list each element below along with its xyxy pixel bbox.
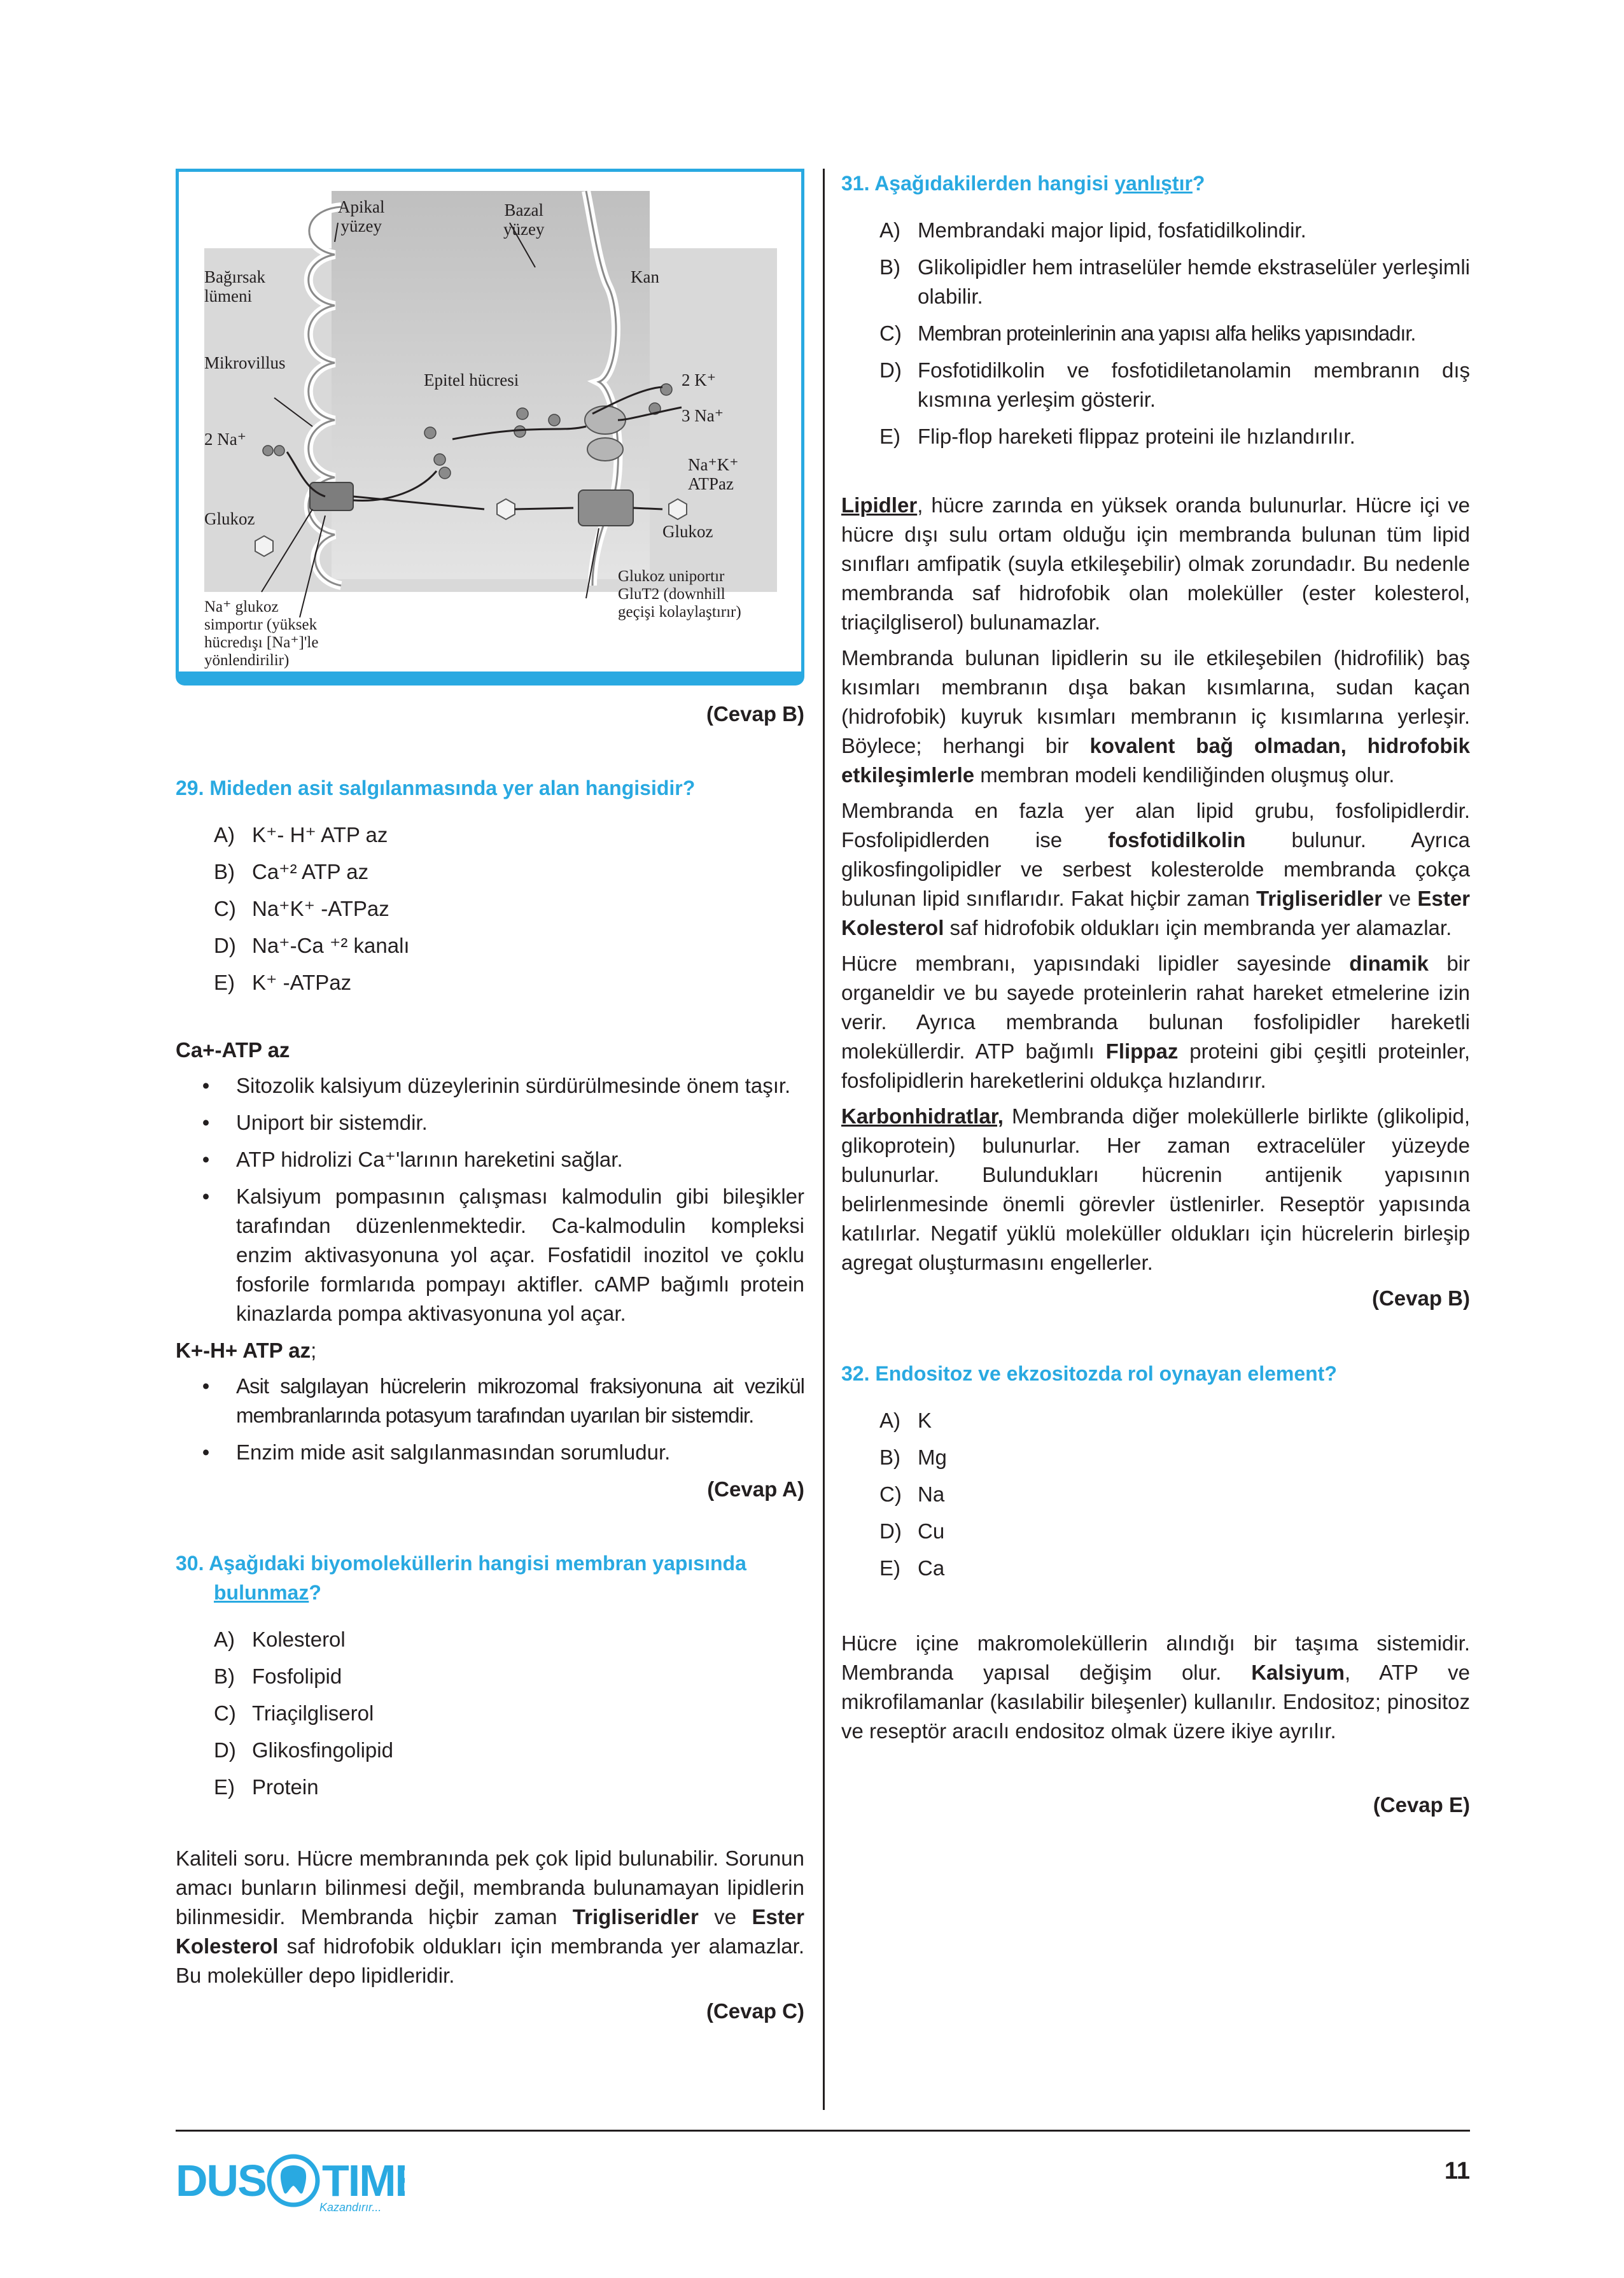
logo-slogan: Kazandırır... <box>319 2201 382 2214</box>
page-number: 11 <box>1444 2158 1470 2184</box>
glucose-hexagon-blood <box>669 499 687 519</box>
column-divider <box>823 169 825 2110</box>
bullet: • Enzim mide asit salgılanmasından sorumludur. <box>202 1440 671 1464</box>
question-30-options <box>176 1625 804 1802</box>
paragraph-amphipathic: Membranda bulunan lipidlerin su ile etkileşebilen (hidrofilik) baş kısımları membranın dışa bakan kısımlarına, sudan kaçan (hidrofobik) kuyruk kısımları membranın iç kısımlarına yerleşir. Böylece; herhangi bir kovalent bağ olmadan, hidrofobik etkileşimlerle membran modeli kendiliğinden oluşmuş olur. <box>841 646 1470 787</box>
label-glucose-left: Glukoz <box>204 509 255 528</box>
glucose-hexagon-cell <box>497 499 515 519</box>
dustime-logo <box>176 2153 405 2214</box>
right-column <box>841 169 1470 1820</box>
footer-rule <box>176 2130 1470 2132</box>
symporter-protein <box>310 482 353 510</box>
option-29-b[interactable]: B) Ca⁺² ATP az <box>214 860 369 883</box>
option-30-d[interactable]: D) Glikosfingolipid <box>214 1738 393 1762</box>
option-31-c[interactable]: C) Membran proteinlerinin ana yapısı alfa heliks yapısındadır. <box>879 321 1416 345</box>
option-31-d[interactable]: D) Fosfotidilkolin ve fosfotidiletanolamin membranın dış kısmına yerleşim gösterir. <box>879 358 1470 411</box>
option-30-a[interactable]: A) Kolesterol <box>214 1628 346 1651</box>
bullet: • Uniport bir sistemdir. <box>202 1111 428 1134</box>
figure-glucose-transport <box>176 169 804 686</box>
question-29-title: 29. Mideden asit salgılanmasında yer alan hangisidir? <box>176 777 696 799</box>
question-31-options <box>841 216 1470 451</box>
answer-31: (Cevap B) <box>1371 1286 1470 1310</box>
label-glucose-right: Glukoz <box>662 522 713 541</box>
answer-29: (Cevap A) <box>707 1477 804 1501</box>
label-microvillus: Mikrovillus <box>204 353 286 372</box>
logo-dus-text: DUS <box>176 2156 266 2205</box>
option-29-c[interactable]: C) Na⁺K⁺ -ATPaz <box>214 897 389 920</box>
option-32-d[interactable]: D) Cu <box>879 1519 945 1543</box>
glut2-protein <box>578 490 633 526</box>
option-30-b[interactable]: B) Fosfolipid <box>214 1664 342 1688</box>
option-32-a[interactable]: A) K <box>879 1409 932 1432</box>
label-epithelial: Epitel hücresi <box>424 370 519 390</box>
answer-28: (Cevap B) <box>706 702 804 726</box>
label-symporter: Na⁺ glukoz simportır (yüksek hücredışı [Na⁺]'le yönlendirilir) <box>204 598 319 669</box>
ca-atpase-bullets <box>176 1071 804 1328</box>
label-basal: Bazal yüzey <box>503 200 545 239</box>
bullet: • Asit salgılayan hücrelerin mikrozomal fraksiyonuna ait vezikül membranlarında potasyum tarafından uyarılan bir sistemdir. <box>202 1374 804 1427</box>
paragraph-lipids: Lipidler, hücre zarında en yüksek oranda bulunurlar. Hücre içi ve hücre dışı sulu ortam olduğu için membranda bulunan tüm lipid sınıfları amfipatik (suyla etkileşebilir) olmak zorundadır. Bu nedenle membranda saf hidrofobik olan moleküller (ester kolesterol, triaçilgliserol) bulunamazlar. <box>841 493 1470 634</box>
answer-30: (Cevap C) <box>706 1999 804 2023</box>
option-31-e[interactable]: E) Flip-flop hareketi flippaz proteini ile hızlandırılır. <box>879 425 1355 448</box>
question-29-options <box>176 820 804 997</box>
tooth-icon <box>281 2165 306 2193</box>
answer-32: (Cevap E) <box>1373 1793 1470 1817</box>
question-32-title: 32. Endositoz ve ekzositozda rol oynayan element? <box>841 1362 1337 1385</box>
ca-atpase-heading: Ca+-ATP az <box>176 1038 290 1062</box>
option-29-a[interactable]: A) K⁺- H⁺ ATP az <box>214 823 388 847</box>
label-atpase: Na⁺K⁺ ATPaz <box>688 455 739 493</box>
glucose-hexagon-lumen <box>255 536 273 556</box>
explanation-30: Kaliteli soru. Hücre membranında pek çok lipid bulunabilir. Sorunun amacı bunların bilinmesi değil, membranda bulunamayan lipidlerin bilinmesidir. Membranda hiçbir zaman Trigliseridler ve Ester Kolesterol saf hidrofobik oldukları için membranda yer alamazlar. Bu moleküller depo lipidleridir. <box>176 1846 804 1987</box>
option-29-e[interactable]: E) K⁺ -ATPaz <box>214 971 352 994</box>
option-32-c[interactable]: C) Na <box>879 1482 945 1506</box>
label-blood: Kan <box>631 267 659 286</box>
bullet: • ATP hidrolizi Ca⁺'larının hareketini sağlar. <box>202 1148 623 1171</box>
label-2na: 2 Na⁺ <box>204 430 246 449</box>
label-3na: 3 Na⁺ <box>682 406 724 425</box>
label-2k: 2 K⁺ <box>682 370 716 390</box>
paragraph-endocytosis: Hücre içine makromoleküllerin alındığı bir taşıma sistemidir. Membranda yapısal değişim olur. Kalsiyum, ATP ve mikrofilamanlar (kasılabilir bileşenler) kullanılır. Endositoz; pinositoz ve reseptör aracılı endositoz olmak üzere ikiye ayrılır. <box>841 1631 1471 1743</box>
paragraph-carbohydrates: Karbonhidratlar, Membranda diğer moleküllerle birlikte (glikolipid, glikoprotein) bulunurlar. Her zaman extracelüler yüzeyde bulunurlar. Bulundukları hücrenin antijenik yapısının belirlenmesinde önemli görevler üstlenirler. Reseptör yapısında katılırlar. Negatif yüklü moleküller oldukları için hücrelerin birleşip agregat oluşturmasını engellerler. <box>841 1104 1470 1274</box>
option-32-b[interactable]: B) Mg <box>879 1445 947 1469</box>
kh-atpase-heading: K+-H+ ATP az <box>176 1339 311 1362</box>
left-column <box>176 169 804 2026</box>
question-30-title: 30. Aşağıdaki biyomoleküllerin hangisi membran yapısında bulunmaz? <box>176 1552 746 1604</box>
label-uniporter: Glukoz uniportır GluT2 (downhill geçişi kolaylaştırır) <box>618 568 741 621</box>
option-30-c[interactable]: C) Triaçilgliserol <box>214 1701 374 1725</box>
paragraph-phospholipids: Membranda en fazla yer alan lipid grubu, fosfolipidlerdir. Fosfolipidlerden ise fosfotidilkolin bulunur. Ayrıca glikosfingolipidler ve serbest kolesterolde membranda çokça bulunan lipid sınıflarıdır. Fakat hiçbir zaman Trigliseridler ve Ester Kolesterol saf hidrofobik oldukları için membranda yer alamazlar. <box>841 799 1470 939</box>
option-31-a[interactable]: A) Membrandaki major lipid, fosfatidilkolindir. <box>879 218 1306 242</box>
logo-graphic <box>176 2153 405 2214</box>
option-32-e[interactable]: E) Ca <box>879 1556 945 1580</box>
label-lumen: Bağırsak lümeni <box>204 267 265 306</box>
question-32-options <box>841 1406 1470 1583</box>
option-29-d[interactable]: D) Na⁺-Ca ⁺² kanalı <box>214 934 410 957</box>
logo-time-text: TIM <box>322 2156 395 2205</box>
option-31-b[interactable]: B) Glikolipidler hem intraselüler hemde ekstraselüler yerleşimli olabilir. <box>879 255 1470 308</box>
atpase-protein-lower <box>587 438 623 461</box>
kh-atpase-bullets <box>176 1372 804 1467</box>
bullet: • Kalsiyum pompasının çalışması kalmodulin gibi bileşikler tarafından düzenlenmektedir. Ca-kalmodulin kompleksi enzim aktivasyonuna yol açar. Fosfatidil inozitol ve çoklu fosforile formlarıda pompayı aktifler. cAMP bağımlı protein kinazlarda pompa aktivasyonuna yol açar. <box>202 1185 804 1325</box>
option-30-e[interactable]: E) Protein <box>214 1775 319 1799</box>
kh-atpase-heading-line: K+-H+ ATP az; <box>176 1339 317 1362</box>
question-31-title: 31. Aşağıdakilerden hangisi yanlıştır? <box>841 172 1205 195</box>
label-apical: Apikal yüzey <box>338 197 385 236</box>
paragraph-dynamic: Hücre membranı, yapısındaki lipidler sayesinde dinamik bir organeldir ve bu sayede proteinlerin rahat hareket etmelerine izin verir. Ayrıca membranda bulunan fosfolipidler hareketli moleküllerdir. ATP bağımlı Flippaz proteini gibi çeşitli proteinler, fosfolipidlerin hareketlerini oldukça hızlandırır. <box>841 952 1471 1092</box>
bullet: • Sitozolik kalsiyum düzeylerinin sürdürülmesinde önem taşır. <box>202 1074 791 1097</box>
